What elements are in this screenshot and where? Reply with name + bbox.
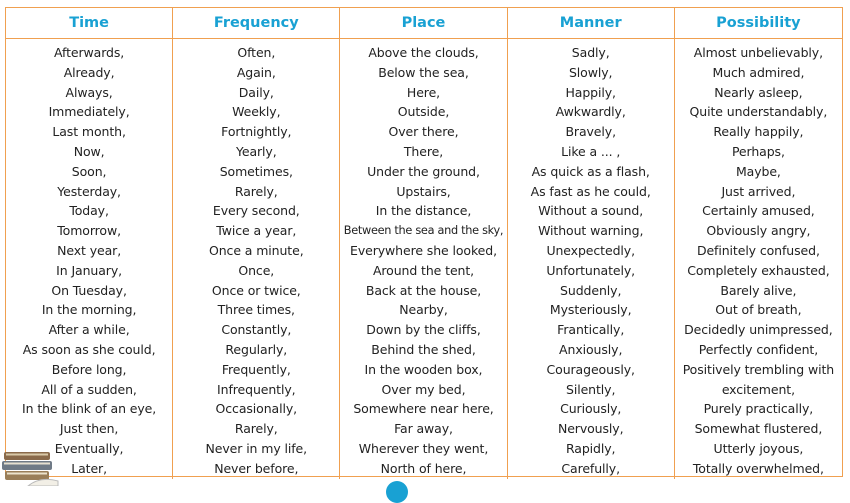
phrase-item: Outside, bbox=[397, 104, 450, 120]
phrase-item: Happily, bbox=[565, 84, 616, 100]
phrase-item: Really happily, bbox=[713, 124, 804, 140]
phrase-item: Fortnightly, bbox=[221, 124, 292, 140]
phrase-item: Nervously, bbox=[557, 421, 624, 437]
phrase-item: Today, bbox=[69, 203, 109, 219]
phrase-item: Rapidly, bbox=[565, 440, 616, 456]
phrase-item: Before long, bbox=[51, 361, 127, 377]
phrase-item: Almost unbelievably, bbox=[693, 45, 823, 60]
phrase-item: Again, bbox=[236, 64, 276, 80]
phrase-item: Just then, bbox=[59, 421, 119, 437]
phrase-item: Once a minute, bbox=[208, 242, 304, 258]
phrase-item: In the morning, bbox=[41, 302, 137, 318]
phrase-item: Here, bbox=[406, 84, 441, 100]
phrase-item: Regularly, bbox=[225, 341, 288, 357]
phrase-item: Afterwards, bbox=[54, 45, 125, 60]
phrase-item: Often, bbox=[237, 45, 276, 60]
phrase-item: Unexpectedly, bbox=[546, 242, 635, 258]
column-frequency bbox=[173, 8, 340, 479]
phrase-item: Infrequently, bbox=[217, 381, 296, 397]
phrase-item: Certainly amused, bbox=[702, 203, 815, 219]
phrase-item: Immediately, bbox=[48, 104, 130, 120]
phrase-item: Once or twice, bbox=[211, 282, 301, 298]
phrase-item: Every second, bbox=[212, 203, 300, 219]
phrase-item: Once, bbox=[238, 262, 275, 278]
phrase-item: Never in my life, bbox=[205, 440, 308, 456]
phrase-item: Upstairs, bbox=[396, 183, 451, 199]
phrase-list bbox=[340, 39, 506, 479]
phrase-item: Much admired, bbox=[712, 64, 805, 80]
phrase-item: Down by the cliffs, bbox=[366, 322, 481, 338]
phrase-item: All of a sudden, bbox=[41, 381, 137, 397]
phrase-item: As fast as he could, bbox=[530, 183, 651, 199]
phrase-item: Suddenly, bbox=[560, 282, 622, 298]
phrase-item: Behind the shed, bbox=[371, 341, 476, 357]
phrase-item: Out of breath, bbox=[715, 302, 802, 318]
phrase-item: On Tuesday, bbox=[51, 282, 127, 298]
phrase-item: Under the ground, bbox=[367, 163, 480, 179]
phrase-item: Between the sea and the sky, bbox=[343, 224, 504, 238]
phrase-list bbox=[6, 39, 172, 479]
phrase-item: Already, bbox=[63, 64, 115, 80]
phrase-item: Like a ... , bbox=[561, 143, 621, 159]
phrase-item: Yesterday, bbox=[57, 183, 121, 199]
phrase-item: Above the clouds, bbox=[368, 45, 479, 60]
phrase-item: Occasionally, bbox=[215, 401, 298, 417]
phrase-item: Wherever they went, bbox=[358, 440, 489, 456]
phrase-item: Maybe, bbox=[735, 163, 781, 179]
adverbials-table bbox=[5, 7, 843, 477]
phrase-item: Sadly, bbox=[571, 45, 610, 60]
phrase-item: Tomorrow, bbox=[57, 223, 121, 239]
phrase-item: Sometimes, bbox=[219, 163, 293, 179]
phrase-item: Daily, bbox=[238, 84, 274, 100]
column-place bbox=[340, 8, 507, 479]
phrase-item: In the blink of an eye, bbox=[22, 401, 157, 417]
phrase-item: Later, bbox=[71, 460, 107, 476]
phrase-item: Frequently, bbox=[221, 361, 291, 377]
phrase-item: Far away, bbox=[394, 421, 453, 437]
phrase-item: After a while, bbox=[48, 322, 130, 338]
phrase-item: Perhaps, bbox=[731, 143, 785, 159]
phrase-item: Back at the house, bbox=[365, 282, 482, 298]
phrase-item: As quick as a flash, bbox=[531, 163, 650, 179]
column-possibility bbox=[675, 8, 842, 479]
phrase-item: In the wooden box, bbox=[364, 361, 483, 377]
column-header: Manner bbox=[508, 8, 674, 39]
phrase-item: Decidedly unimpressed, bbox=[684, 322, 833, 338]
phrase-list bbox=[173, 39, 339, 479]
phrase-item: Somewhat flustered, bbox=[694, 421, 823, 437]
phrase-item: Weekly, bbox=[232, 104, 281, 120]
phrase-item: Carefully, bbox=[561, 460, 620, 476]
phrase-item: Twice a year, bbox=[216, 223, 297, 239]
phrase-item: Eventually, bbox=[54, 440, 124, 456]
phrase-list bbox=[675, 39, 842, 479]
phrase-item: Unfortunately, bbox=[546, 262, 636, 278]
phrase-item: Without a sound, bbox=[538, 203, 644, 219]
phrase-item: Completely exhausted, bbox=[687, 262, 830, 278]
phrase-item: Courageously, bbox=[546, 361, 635, 377]
phrase-item: Definitely confused, bbox=[696, 242, 820, 258]
phrase-item: Everywhere she looked, bbox=[350, 242, 497, 258]
phrase-item: Silently, bbox=[566, 381, 616, 397]
phrase-item: In January, bbox=[56, 262, 123, 278]
phrase-item: Now, bbox=[73, 143, 105, 159]
phrase-item: As soon as she could, bbox=[22, 341, 156, 357]
column-header: Place bbox=[340, 8, 506, 39]
phrase-item: Next year, bbox=[57, 242, 122, 258]
phrase-item: In the distance, bbox=[375, 203, 472, 219]
phrase-list bbox=[508, 39, 674, 479]
phrase-item: Frantically, bbox=[557, 322, 625, 338]
phrase-item: Last month, bbox=[52, 124, 126, 140]
phrase-item: Mysteriously, bbox=[549, 302, 632, 318]
phrase-item: Quite understandably, bbox=[689, 104, 828, 120]
phrase-item: Barely alive, bbox=[720, 282, 797, 298]
phrase-item: Around the tent, bbox=[372, 262, 475, 278]
phrase-item: Three times, bbox=[217, 302, 295, 318]
phrase-item: Obviously angry, bbox=[706, 223, 811, 239]
phrase-item: Somewhere near here, bbox=[353, 401, 494, 417]
phrase-item: Perfectly confident, bbox=[698, 341, 819, 357]
phrase-item: Below the sea, bbox=[378, 64, 469, 80]
phrase-item: Soon, bbox=[71, 163, 107, 179]
phrase-item: Curiously, bbox=[560, 401, 622, 417]
phrase-item: Yearly, bbox=[235, 143, 277, 159]
column-header: Time bbox=[6, 8, 172, 39]
phrase-item: Awkwardly, bbox=[555, 104, 626, 120]
phrase-item: Utterly joyous, bbox=[713, 440, 804, 456]
phrase-item: Never before, bbox=[214, 460, 299, 476]
books-icon bbox=[0, 448, 60, 486]
phrase-item: Rarely, bbox=[234, 421, 278, 437]
phrase-item: excitement, bbox=[721, 381, 795, 397]
phrase-item: North of here, bbox=[380, 460, 467, 476]
phrase-item: Totally overwhelmed, bbox=[692, 460, 824, 476]
phrase-item: Always, bbox=[65, 84, 113, 100]
phrase-item: Nearly asleep, bbox=[714, 84, 803, 100]
phrase-item: Constantly, bbox=[221, 322, 292, 338]
phrase-item: There, bbox=[403, 143, 444, 159]
decorative-circle bbox=[386, 481, 408, 503]
phrase-item: Slowly, bbox=[568, 64, 613, 80]
column-header: Frequency bbox=[173, 8, 339, 39]
column-time bbox=[6, 8, 173, 479]
phrase-item: Without warning, bbox=[538, 223, 644, 239]
column-header: Possibility bbox=[675, 8, 842, 39]
column-manner bbox=[508, 8, 675, 479]
phrase-item: Over there, bbox=[388, 124, 459, 140]
phrase-item: Anxiously, bbox=[559, 341, 623, 357]
phrase-item: Nearby, bbox=[399, 302, 448, 318]
phrase-item: Bravely, bbox=[565, 124, 616, 140]
phrase-item: Rarely, bbox=[234, 183, 278, 199]
phrase-item: Just arrived, bbox=[721, 183, 796, 199]
phrase-item: Purely practically, bbox=[703, 401, 814, 417]
phrase-item: Over my bed, bbox=[381, 381, 466, 397]
phrase-item: Positively trembling with bbox=[682, 361, 835, 377]
